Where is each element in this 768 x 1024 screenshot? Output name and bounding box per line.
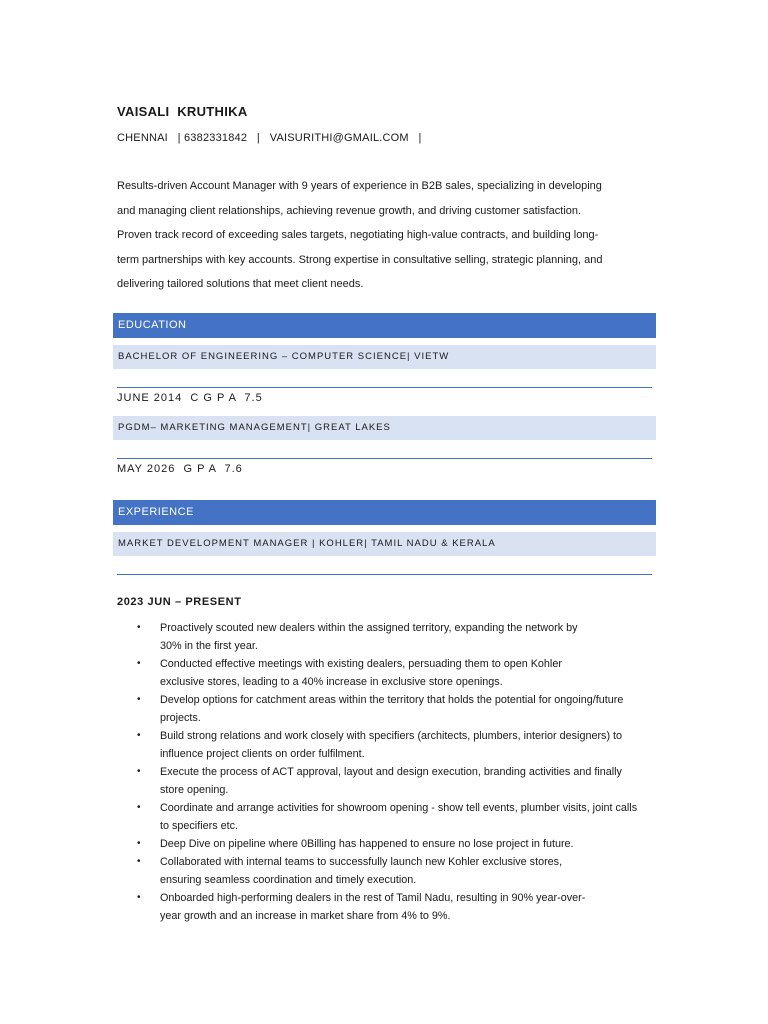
education-degree-1: BACHELOR OF ENGINEERING – COMPUTER SCIENCE| VIETW bbox=[113, 345, 656, 369]
list-item: • Onboarded high-performing dealers in the rest of Tamil Nadu, resulting in 90% year-over- year growth and an increase in market share from 4% to 9%. bbox=[117, 889, 677, 925]
summary-line: Proven track record of exceeding sales targets, negotiating high-value contracts, and building long- bbox=[117, 229, 599, 242]
list-item: • Proactively scouted new dealers within the assigned territory, expanding the network by 30% in the first year. bbox=[117, 619, 677, 655]
list-item: • Build strong relations and work closely with specifiers (architects, plumbers, interior designers) to influence project clients on order fulfilment. bbox=[117, 727, 677, 763]
professional-summary bbox=[117, 176, 657, 299]
list-item: • Coordinate and arrange activities for showroom opening - show tell events, plumber visits, joint calls to specifiers etc. bbox=[117, 799, 677, 835]
bullet-icon: • bbox=[137, 730, 141, 741]
list-item: • Deep Dive on pipeline where 0Billing has happened to ensure no lose project in future. bbox=[117, 835, 677, 853]
education-date-1: JUNE 2014 C G P A 7.5 bbox=[117, 392, 263, 404]
experience-role: MARKET DEVELOPMENT MANAGER | KOHLER| TAMIL NADU & KERALA bbox=[113, 532, 656, 556]
summary-line: term partnerships with key accounts. Strong expertise in consultative selling, strategic planning, and bbox=[117, 253, 603, 266]
section-divider bbox=[117, 574, 652, 575]
summary-line: Results-driven Account Manager with 9 years of experience in B2B sales, specializing in developing bbox=[117, 180, 602, 192]
list-item: • Collaborated with internal teams to successfully launch new Kohler exclusive stores, ensuring seamless coordination and timely execution. bbox=[117, 853, 677, 889]
experience-bullet-list bbox=[117, 619, 677, 925]
bullet-icon: • bbox=[137, 658, 141, 669]
candidate-name: VAISALI KRUTHIKA bbox=[117, 104, 248, 119]
section-divider bbox=[117, 458, 652, 459]
section-divider bbox=[117, 387, 652, 388]
bullet-icon: • bbox=[137, 802, 141, 813]
list-item: • Develop options for catchment areas within the territory that holds the potential for ongoing/future projects. bbox=[117, 691, 677, 727]
experience-heading: EXPERIENCE bbox=[113, 500, 656, 525]
bullet-icon: • bbox=[137, 856, 141, 867]
summary-line: and managing client relationships, achieving revenue growth, and driving customer satisfaction. bbox=[117, 204, 582, 217]
bullet-icon: • bbox=[137, 622, 141, 633]
experience-period: 2023 JUN – PRESENT bbox=[117, 596, 242, 608]
bullet-icon: • bbox=[137, 892, 141, 903]
list-item: • Conducted effective meetings with existing dealers, persuading them to open Kohler exclusive stores, leading to a 40% increase in exclusive store openings. bbox=[117, 655, 677, 691]
bullet-icon: • bbox=[137, 766, 141, 777]
education-date-2: MAY 2026 G P A 7.6 bbox=[117, 463, 243, 475]
education-heading: EDUCATION bbox=[113, 313, 656, 338]
summary-line: delivering tailored solutions that meet client needs. bbox=[117, 278, 364, 291]
bullet-icon: • bbox=[137, 838, 141, 849]
list-item: • Execute the process of ACT approval, layout and design execution, branding activities and finally store opening. bbox=[117, 763, 677, 799]
education-degree-2: PGDM– MARKETING MANAGEMENT| GREAT LAKES bbox=[113, 416, 656, 440]
bullet-icon: • bbox=[137, 694, 141, 705]
contact-line: CHENNAI | 6382331842 | VAISURITHI@GMAIL.COM | bbox=[117, 132, 422, 144]
